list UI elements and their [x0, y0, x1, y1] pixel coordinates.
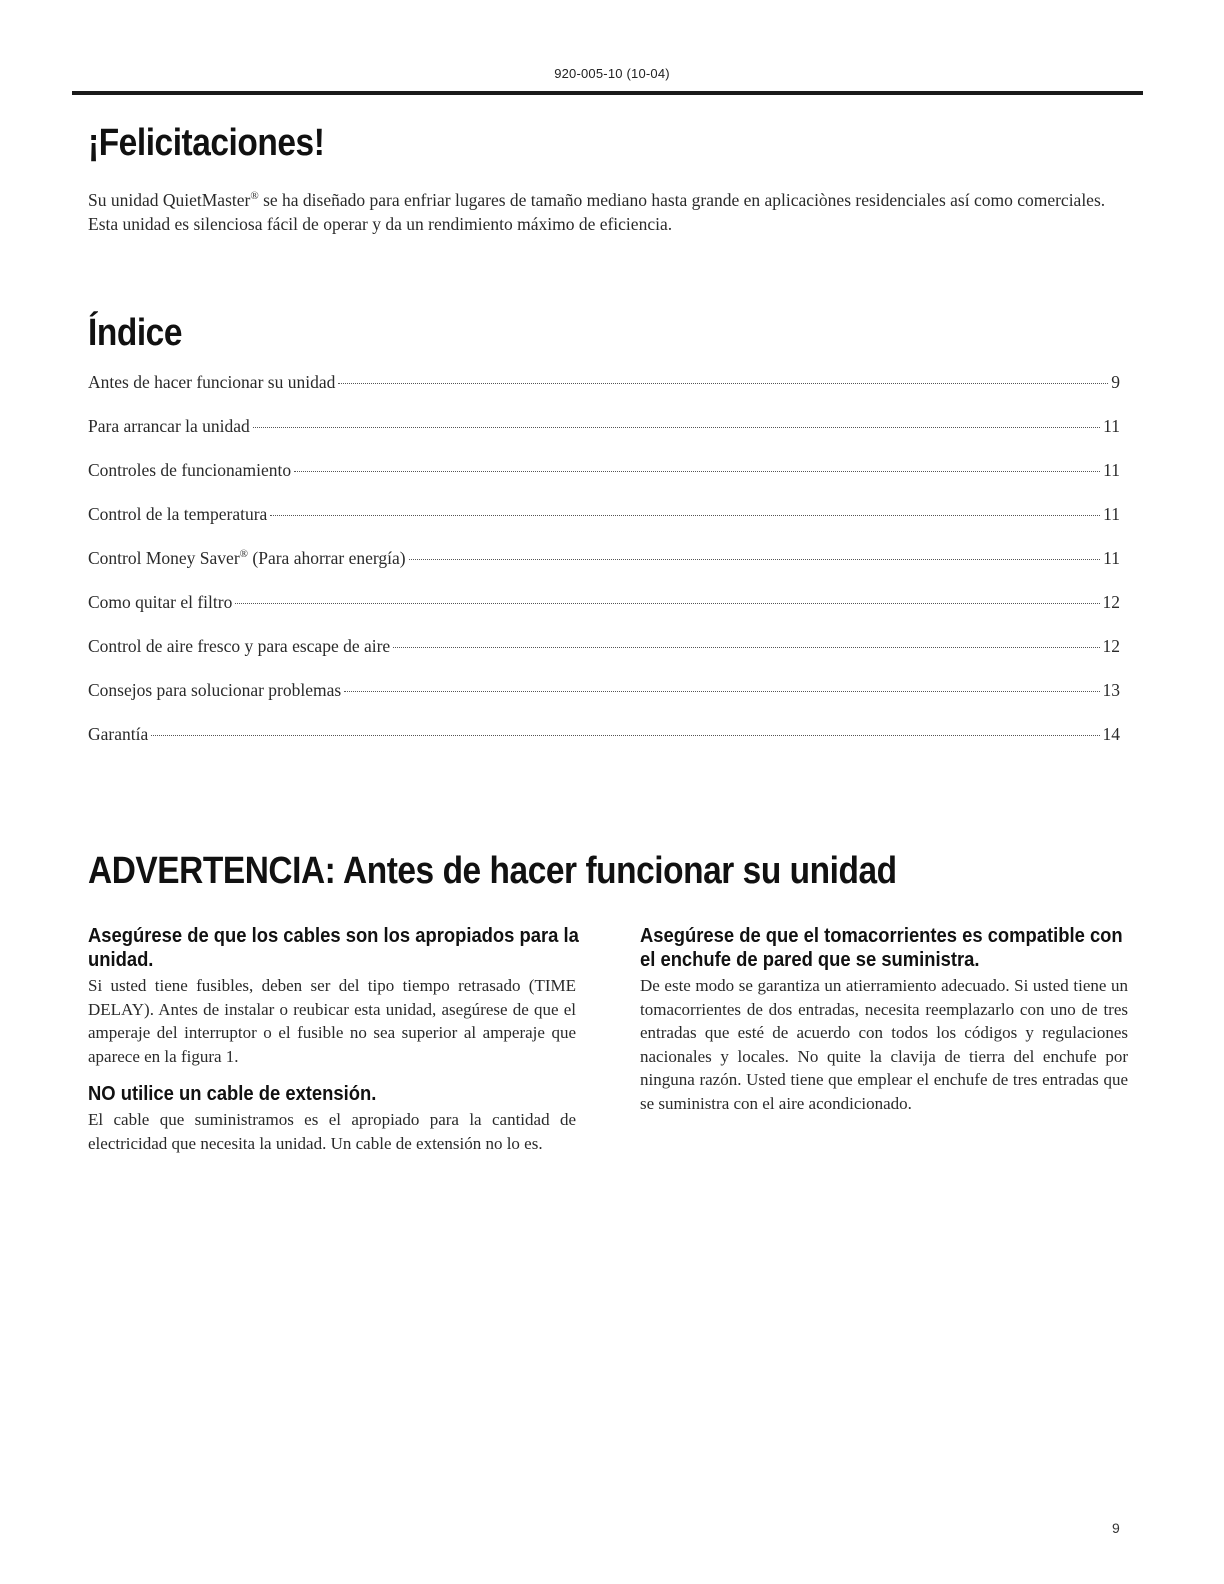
registered-mark: ®: [239, 548, 249, 561]
toc-leader-dots: [151, 734, 1099, 736]
toc-entry-page: 13: [1102, 680, 1120, 700]
extension-cord-body: El cable que suministramos es el apropiado para la cantidad de electricidad que necesita la unidad. Un cable de extensión no lo es.: [88, 1110, 576, 1153]
toc-leader-dots: [235, 602, 1099, 604]
toc-entry-page: 11: [1103, 416, 1120, 436]
document-code: 920-005-10 (10-04): [554, 66, 670, 81]
toc-leader-dots: [338, 382, 1108, 384]
outlet-body: De este modo se garantiza un atierramiento adecuado. Si usted tiene un tomacorrientes de dos entradas, necesita reemplazarlo con uno de tres entradas que esté de acuerdo con todos los códigos y regulaciones nacionales y locales. No quite la clavija de tierra del enchufe por ninguna razón. Usted tiene que emplear el enchufe de tres entradas que se suministra con el aire acondicionado.: [640, 976, 1128, 1113]
toc-leader-dots: [294, 470, 1100, 472]
intro-text-end: se ha diseñado para enfriar lugares de tamaño mediano hasta grande en aplicaciònes residenciales así como comerciales. Esta unidad es silenciosa fácil de operar y da un rendimiento máximo de eficiencia.: [88, 190, 1106, 234]
warning-right-column: [640, 924, 1128, 1115]
page-number: 9: [1112, 1520, 1120, 1536]
cables-body: Si usted tiene fusibles, deben ser del tipo tiempo retrasado (TIME DELAY). Antes de instalar o reubicar esta unidad, asegúrese de que el amperaje del interruptor o el fusible no sea superior al amperaje que aparece en la figura 1.: [88, 976, 576, 1066]
toc-leader-dots: [253, 426, 1100, 428]
warning-title-rest: Antes de hacer funcionar su unidad: [343, 850, 897, 892]
warning-title: [88, 850, 897, 893]
toc-leader-dots: [270, 514, 1100, 516]
intro-text-start: Su unidad QuietMaster: [88, 190, 251, 210]
toc-entry-page: 14: [1102, 724, 1120, 744]
toc-entry-title: [88, 548, 406, 569]
toc-entry-title: Controles de funcionamiento: [88, 460, 292, 480]
toc-entry-page: 9: [1111, 372, 1120, 392]
toc-entry: [88, 548, 1120, 592]
intro-paragraph: [88, 188, 1128, 236]
outlet-heading: Asegúrese de que el tomacorrientes es compatible con el enchufe de pared que se suministra.: [640, 925, 1123, 971]
toc-entry: [88, 636, 1120, 680]
toc-entry-page: 12: [1102, 592, 1120, 612]
toc-leader-dots: [393, 646, 1099, 648]
index-title: Índice: [88, 312, 182, 354]
toc-entry-title: Como quitar el filtro: [88, 592, 233, 612]
toc-entry: [88, 460, 1120, 504]
toc-entry-page: 11: [1103, 504, 1120, 524]
toc-leader-dots: [344, 690, 1099, 692]
toc-entry-page: 11: [1103, 548, 1120, 568]
toc-entry-title: Control de aire fresco y para escape de aire: [88, 636, 391, 656]
toc-entry: [88, 724, 1120, 768]
warning-title-prefix: ADVERTENCIA:: [88, 850, 336, 892]
toc-entry-title: Garantía: [88, 724, 149, 744]
table-of-contents: [88, 372, 1120, 768]
toc-leader-dots: [409, 558, 1101, 560]
toc-entry: [88, 416, 1120, 460]
cables-heading: Asegúrese de que los cables son los apropiados para la unidad.: [88, 925, 579, 971]
warning-left-column: [88, 924, 579, 1155]
toc-entry-title-end: (Para ahorrar energía): [248, 548, 406, 568]
toc-entry-page: 12: [1102, 636, 1120, 656]
extension-cord-heading: NO utilice un cable de extensión.: [88, 1083, 377, 1105]
registered-mark: ®: [250, 190, 259, 203]
congrats-title: ¡Felicitaciones!: [88, 122, 325, 164]
toc-entry: [88, 372, 1120, 416]
toc-entry-page: 11: [1103, 460, 1120, 480]
toc-entry-title: Consejos para solucionar problemas: [88, 680, 342, 700]
toc-entry-title: Antes de hacer funcionar su unidad: [88, 372, 336, 392]
toc-entry-title: Control de la temperatura: [88, 504, 268, 524]
toc-entry-title: Para arrancar la unidad: [88, 416, 250, 436]
toc-entry-title-start: Control Money Saver: [88, 548, 240, 568]
toc-entry: [88, 504, 1120, 548]
toc-entry: [88, 592, 1120, 636]
header-rule: [72, 91, 1143, 95]
toc-entry: [88, 680, 1120, 724]
